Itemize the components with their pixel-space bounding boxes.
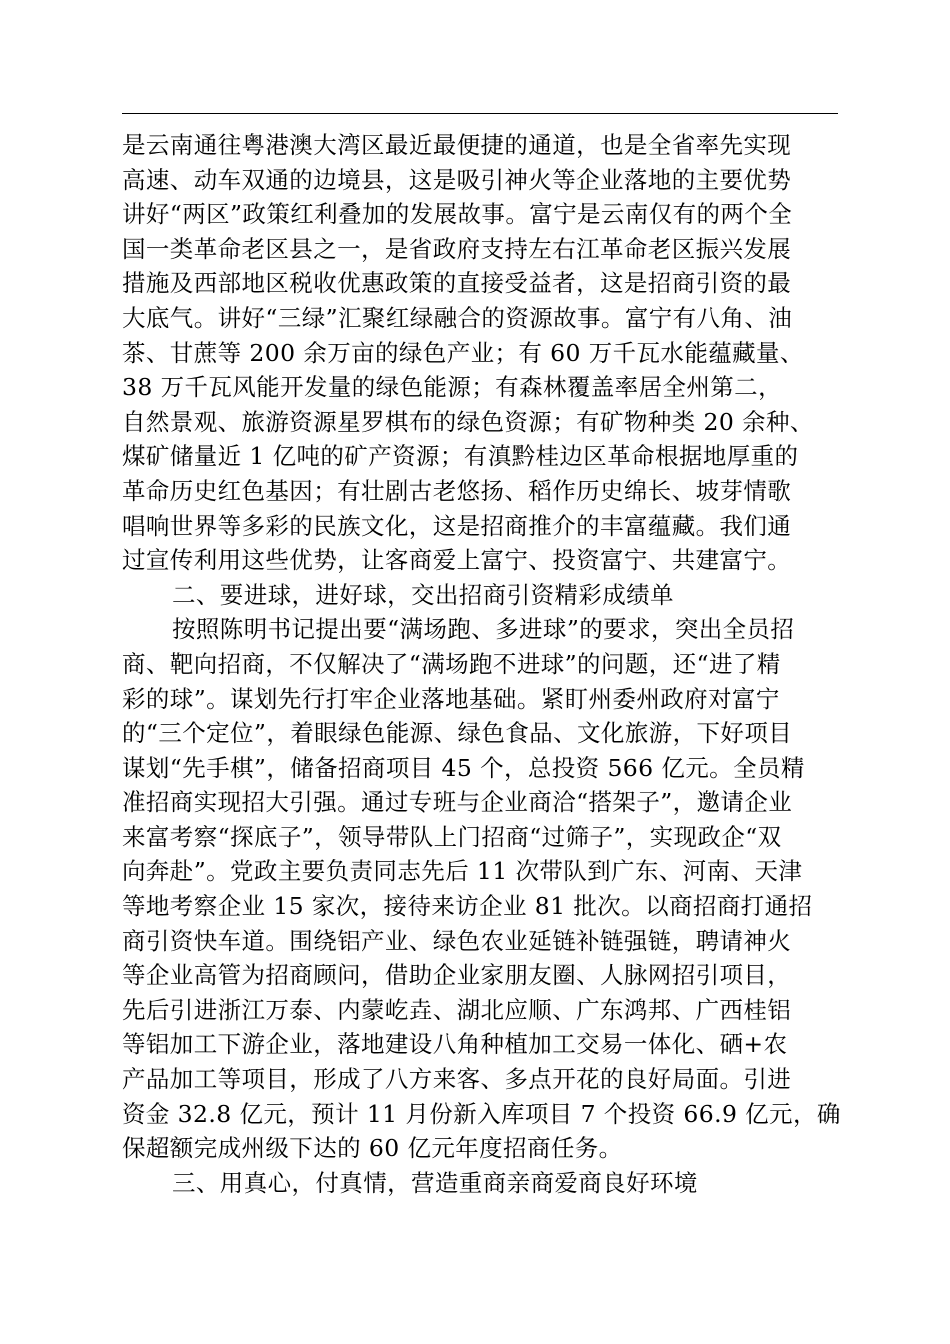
- text-line: 彩的球”。谋划先行打牢企业落地基础。紧盯州委州政府对富宁: [122, 684, 780, 713]
- text-line: 高速、动车双通的边境县，这是吸引神火等企业落地的主要优势: [122, 165, 792, 194]
- text-line: 38 万千瓦风能开发量的绿色能源；有森林覆盖率居全州第二，: [122, 373, 782, 402]
- text-line: 革命历史红色基因；有壮剧古老悠扬、稻作历史绵长、坡芽情歌: [122, 476, 792, 505]
- text-line: 大底气。讲好“三绿”汇聚红绿融合的资源故事。富宁有八角、油: [122, 303, 793, 332]
- text-line: 资金 32.8 亿元，预计 11 月份新入库项目 7 个投资 66.9 亿元，确: [122, 1099, 841, 1128]
- text-line: 过宣传利用这些优势，让客商爱上富宁、投资富宁、共建富宁。: [122, 546, 792, 575]
- text-line: 保超额完成州级下达的 60 亿元年度招商任务。: [122, 1134, 623, 1163]
- text-line: 准招商实现招大引强。通过专班与企业商洽“搭架子”，邀请企业: [122, 788, 793, 817]
- text-line: 产品加工等项目，形成了八方来客、多点开花的良好局面。引进: [122, 1065, 792, 1094]
- text-line: 商、靶向招商，不仅解决了“满场跑不进球”的问题，还“进了精: [122, 649, 781, 678]
- section-heading-3: 三、用真心，付真情，营造重商亲商爱商良好环境: [172, 1168, 698, 1197]
- text-line: 讲好“两区”政策红利叠加的发展故事。富宁是云南仅有的两个全: [122, 200, 793, 229]
- text-line: 唱响世界等多彩的民族文化，这是招商推介的丰富蕴藏。我们通: [122, 511, 792, 540]
- paragraph-start-line: 按照陈明书记提出要“满场跑、多进球”的要求，突出全员招: [172, 615, 795, 644]
- section-heading-2: 二、要进球，进好球，交出招商引资精彩成绩单: [172, 580, 674, 609]
- text-line: 煤矿储量近 1 亿吨的矿产资源；有滇黔桂边区革命根据地厚重的: [122, 442, 799, 471]
- text-line: 先后引进浙江万泰、内蒙屹垚、湖北应顺、广东鸿邦、广西桂铝: [122, 995, 792, 1024]
- text-line: 的“三个定位”，着眼绿色能源、绿色食品、文化旅游，下好项目: [122, 719, 793, 748]
- text-line: 来富考察“探底子”，领导带队上门招商“过筛子”，实现政企“双: [122, 822, 782, 851]
- text-line: 自然景观、旅游资源星罗棋布的绿色资源；有矿物种类 20 余种、: [122, 407, 814, 436]
- text-line: 措施及西部地区税收优惠政策的直接受益者，这是招商引资的最: [122, 269, 792, 298]
- text-line: 是云南通往粤港澳大湾区最近最便捷的通道，也是全省率先实现: [122, 131, 792, 159]
- document-body: [122, 128, 842, 1200]
- text-line: 国一类革命老区县之一，是省政府支持左右江革命老区振兴发展: [122, 234, 792, 263]
- header-rule: [122, 113, 838, 114]
- text-line: 等企业高管为招商顾问，借助企业家朋友圈、人脉网招引项目，: [122, 961, 792, 990]
- text-line: 商引资快车道。围绕铝产业、绿色农业延链补链强链，聘请神火: [122, 926, 792, 955]
- text-line: 谋划“先手棋”，储备招商项目 45 个，总投资 566 亿元。全员精: [122, 753, 805, 782]
- text-line: 等地考察企业 15 家次，接待来访企业 81 批次。以商招商打通招: [122, 892, 813, 921]
- text-line: 茶、甘蔗等 200 余万亩的绿色产业；有 60 万千瓦水能蕴藏量、: [122, 338, 804, 367]
- text-line: 向奔赴”。党政主要负责同志先后 11 次带队到广东、河南、天津: [122, 857, 803, 886]
- text-line: 等铝加工下游企业，落地建设八角种植加工交易一体化、硒+农: [122, 1030, 788, 1059]
